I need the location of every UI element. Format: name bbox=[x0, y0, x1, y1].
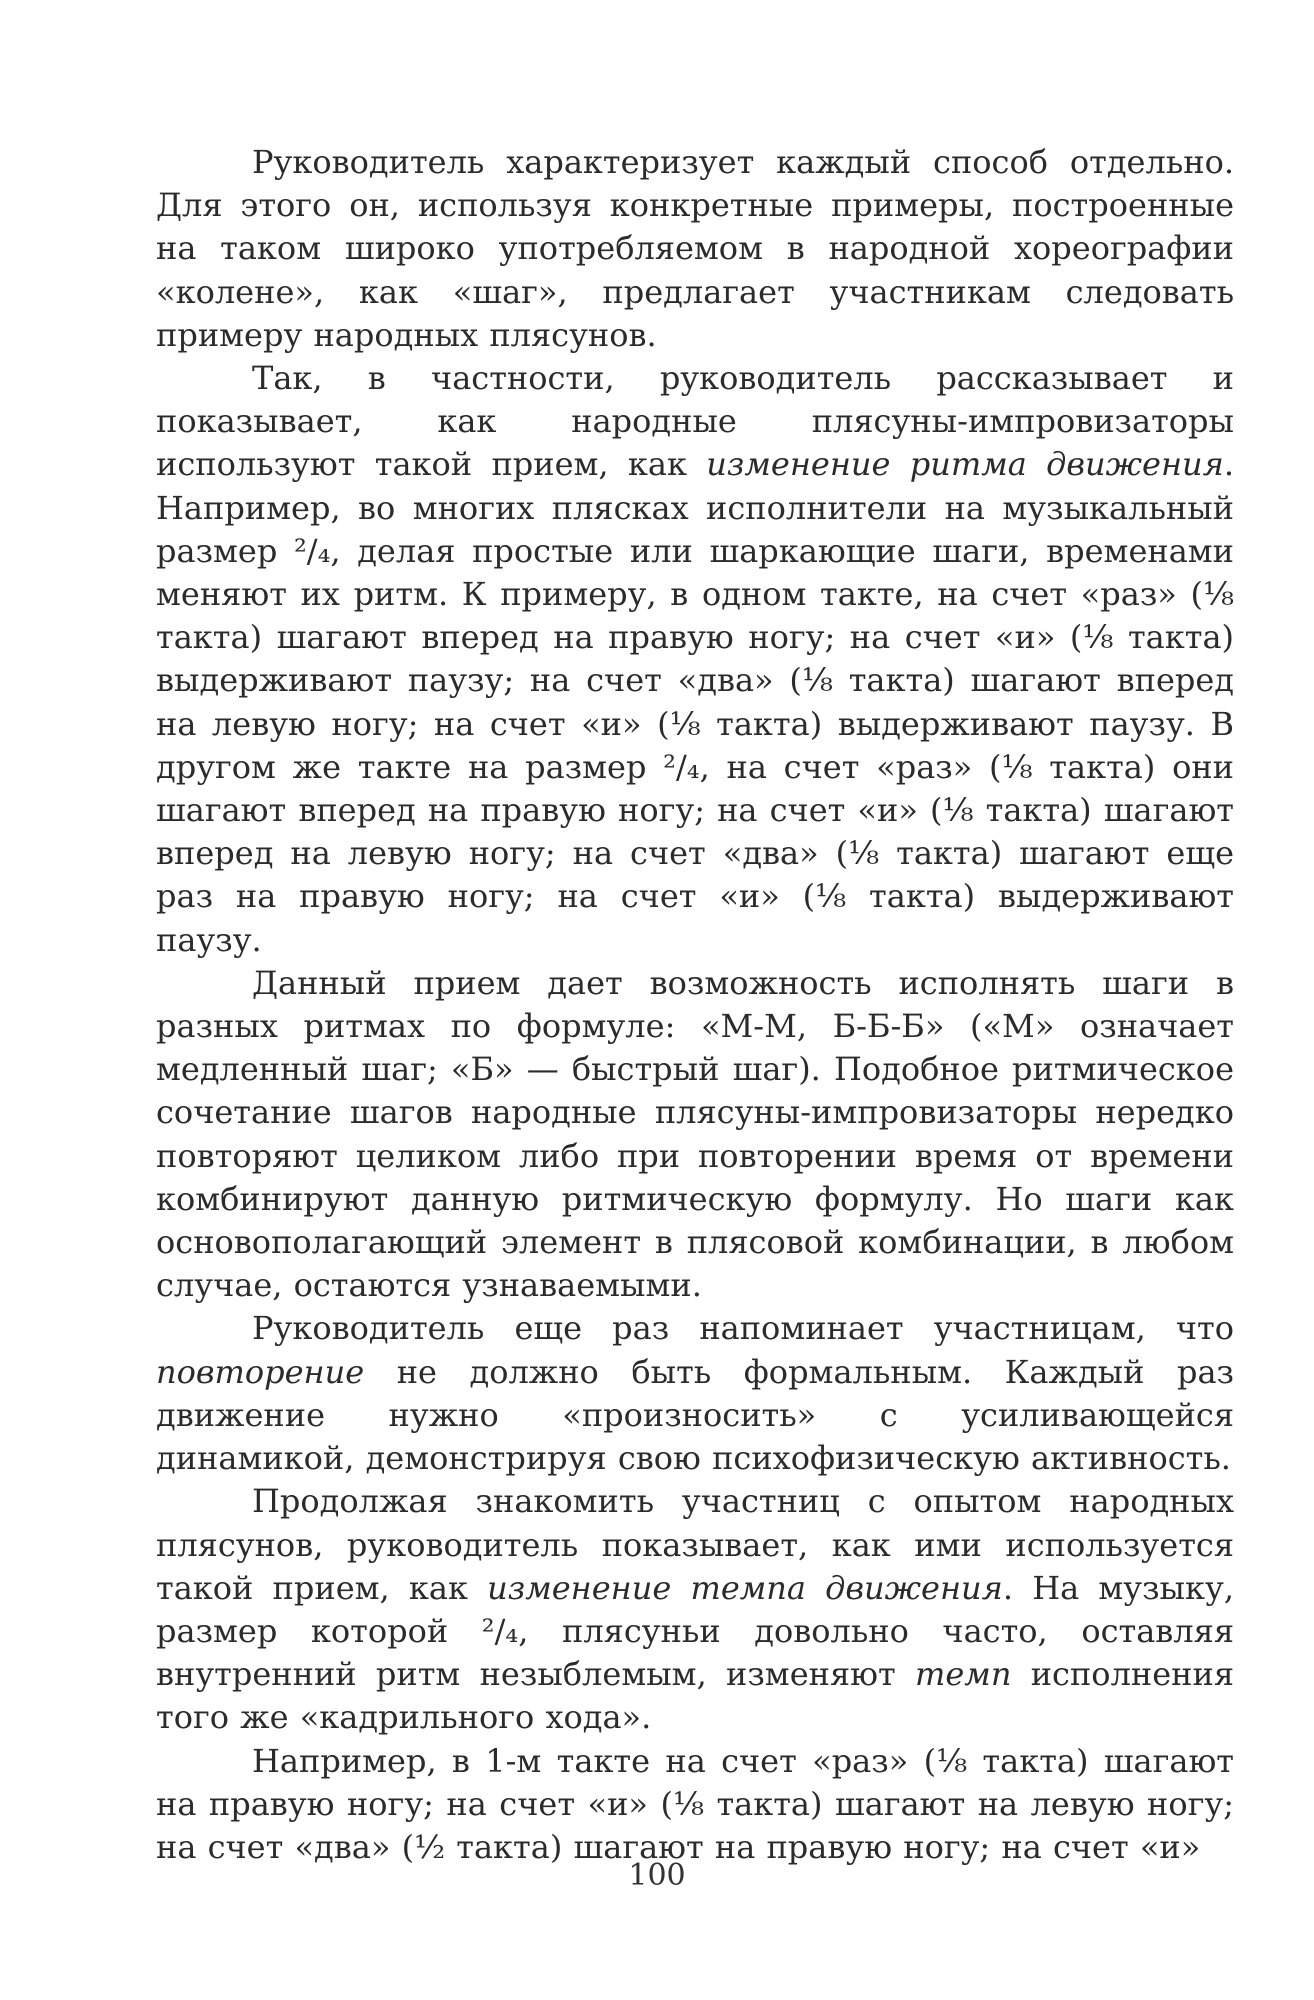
italic-term: изменение темпа движения bbox=[487, 1568, 1003, 1607]
italic-term: темп bbox=[915, 1655, 1012, 1694]
paragraph-text: Например, в 1-м такте на счет «раз» (⅛ такта) шагают на правую ногу; на счет «и» (⅛ такта) шагают на левую ногу; на счет «два» (½ такта) шагают на правую ногу; на счет «и» bbox=[156, 1741, 1234, 1866]
italic-term: повторение bbox=[156, 1352, 365, 1391]
paragraph-text: Руководитель еще раз напоминает участницам, что bbox=[252, 1309, 1234, 1348]
paragraph-text: . Например, во многих плясках исполнители на музыкальный размер ²/₄, делая простые или шаркающие шаги, временами меняют их ритм. К примеру, в одном такте, на счет «раз» (⅛ такта) шагают вперед на правую ногу; на счет «и» (⅛ такта) выдерживают паузу; на счет «два» (⅛ такта) шагают вперед на левую ногу; на счет «и» (⅛ такта) выдерживают паузу. В другом же такте на размер ²/₄, на счет «раз» (⅛ такта) они шагают вперед на правую ногу; на счет «и» (⅛ такта) шагают вперед на левую ногу; на счет «два» (⅛ такта) шагают еще раз на правую ногу; на счет «и» (⅛ такта) выдерживают паузу. bbox=[156, 445, 1234, 959]
paragraph-3 bbox=[156, 962, 1234, 1308]
paragraph-text: Так, в частности, руководитель рассказывает и показывает, как народные плясуны-импровизаторы используют такой прием, как bbox=[156, 359, 1234, 484]
paragraph-text: Руководитель характеризует каждый способ отдельно. Для этого он, используя конкретные примеры, построенные на таком широко употребляемом в народной хореографии «колене», как «шаг», предлагает участникам следовать примеру народных плясунов. bbox=[156, 143, 1234, 354]
paragraph-4 bbox=[156, 1307, 1234, 1480]
body-text bbox=[156, 141, 1234, 1869]
paragraph-text: Продолжая знакомить участниц с опытом народных плясунов, руководитель показывает, как ими используется такой прием, как bbox=[156, 1482, 1234, 1607]
paragraph-1 bbox=[156, 141, 1234, 357]
paragraph-text: исполнения того же «кадрильного хода». bbox=[156, 1655, 1235, 1737]
paragraph-text: Данный прием дает возможность исполнять шаги в разных ритмах по формуле: «М-М, Б-Б-Б» («М» означает медленный шаг; «Б» — быстрый шаг). Подобное ритмическое сочетание шагов народные плясуны-импровизаторы нередко повторяют целиком либо при повторении время от времени комбинируют данную ритмическую формулу. Но шаги как основополагающий элемент в плясовой комбинации, в любом случае, остаются узнаваемыми. bbox=[156, 963, 1234, 1305]
paragraph-text: не должно быть формальным. Каждый раз движение нужно «произносить» с усиливающейся динамикой, демонстрируя свою психофизическую активность. bbox=[156, 1352, 1234, 1478]
page-number: 100 bbox=[628, 1858, 686, 1893]
paragraph-6 bbox=[156, 1740, 1234, 1870]
paragraph-5 bbox=[156, 1480, 1234, 1739]
paragraph-2 bbox=[156, 357, 1234, 962]
italic-term: изменение ритма движения bbox=[706, 445, 1224, 484]
paragraph-text: . На музыку, размер которой ²/₄, плясуньи довольно часто, оставляя внутренний ритм незыблемым, изменяют bbox=[156, 1568, 1235, 1694]
